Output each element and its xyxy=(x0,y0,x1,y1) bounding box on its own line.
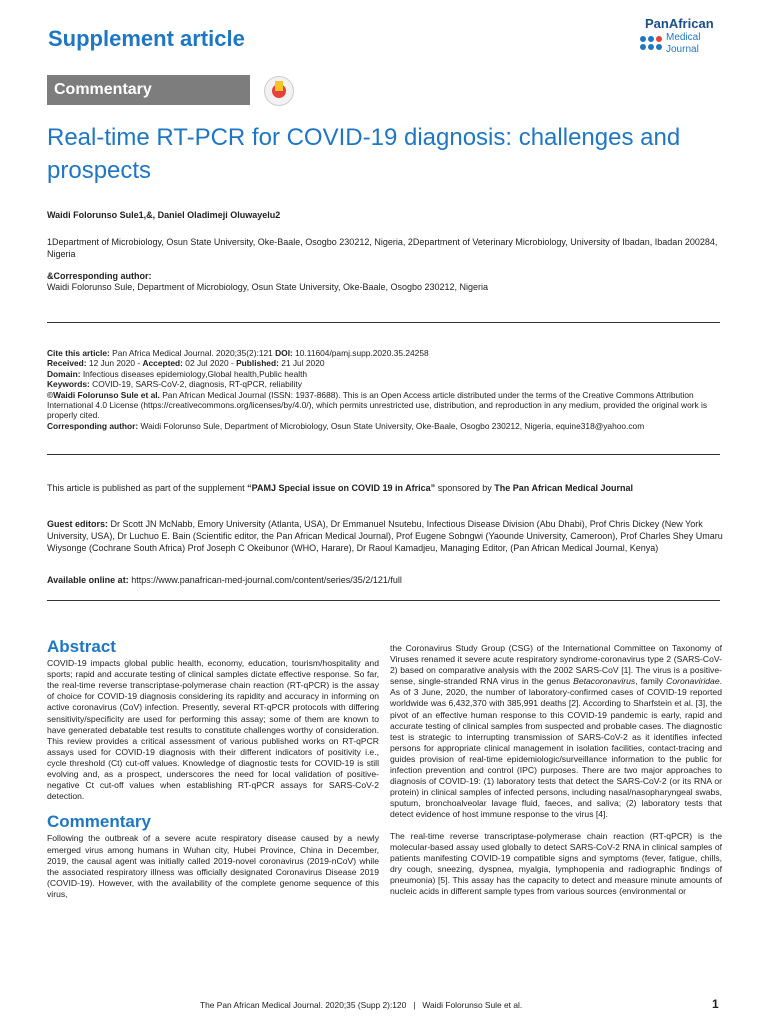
domain-text: Infectious diseases epidemiology,Global health,Public health xyxy=(82,368,308,379)
corresponding-author-label: &Corresponding author: xyxy=(47,271,152,281)
corr-text: Waidi Folorunso Sule, Department of Microbiology, Osun State University, Oke-Baale, Osogbo 230212, Nigeria, equine318@yahoo.com xyxy=(140,420,645,431)
article-metadata xyxy=(47,348,727,431)
section-label: Commentary xyxy=(47,75,250,105)
received-date: 12 Jun 2020 xyxy=(88,358,136,369)
right-p1-a: the Coronavirus Study Group (CSG) of the International Committee on Taxonomy of Viruses renamed it severe acute respiratory syndrome-coronavirus type 2 (SARS-CoV-2) based on comparative analysis with the 2002 SARS-CoV [1]. The virus is a positive-sense, single-stranded RNA virus in the genus xyxy=(390,643,722,687)
supplement-note-mid: sponsored by xyxy=(437,483,492,493)
cite-text: Pan Africa Medical Journal. 2020;35(2):121 xyxy=(112,348,273,358)
footer-author: Waidi Folorunso Sule et al. xyxy=(422,1000,523,1010)
supplement-note-pre: This article is published as part of the supplement xyxy=(47,483,245,493)
article-title: Real-time RT-PCR for COVID-19 diagnosis: challenges and prospects xyxy=(47,124,681,184)
crossmark-icon[interactable] xyxy=(264,76,294,106)
domain-line xyxy=(47,369,727,379)
supplement-sponsor: The Pan African Medical Journal xyxy=(494,483,633,493)
right-paragraph-2: The real-time reverse transcriptase-polymerase chain reaction (RT-qPCR) is the molecular-based assay used globally to detect SARS-CoV-2 RNA in clinical samples of patients manifesting COVID-19 compatible signs and symptoms (fever, fatigue, chills, dry cough, sneezing, dyspnea, myalgia, lymphopenia and radiographic findings of pneumonia) [5]. This assay has the capacity to detect and measure minute amounts of nucleic acids in different sample types from various sources (environmental or xyxy=(390,830,722,896)
available-online-label: Available online at: xyxy=(47,575,129,585)
corr-line xyxy=(47,421,727,431)
copyright-line xyxy=(47,390,727,421)
domain-label: Domain: xyxy=(47,368,81,379)
right-p1-c: . As of 3 June, 2020, the number of laboratory-confirmed cases of COVID-19 reported worldwide was 6,432,370 with 385,991 deaths [2]. According to Sharfstein et al. [3], the pivot of an effective human response to this COVID-19 pandemic is early, rapid and accurate testing of clinical samples from suspected and probable cases. The diagnostic test is strategic to interrupting transmission of SARS-CoV-2 as it identifies infected persons for appropriate clinical management in isolation facilities, contact-tracing and guides provision of real-time epidemiologic/surveillance information to the public for infection prevention and control (IPC) purposes. There are two major approaches to diagnosis of COVID-19: (1) laboratory tests that detect the SARS-CoV-2 (or its RNA or protein) in clinical samples of infected persons, including nasal/nasopharyngeal swabs, sputum, bronchoalveolar lavage fluid, faeces, and saliva; (2) laboratory tests that detect evidence of host immune response to the virus [4]. xyxy=(390,676,723,820)
doi-label: DOI: xyxy=(275,348,293,358)
cite-label: Cite this article: xyxy=(47,348,110,358)
crossmark-band xyxy=(275,81,283,91)
guest-editors-text: Dr Scott JN McNabb, Emory University (Atlanta, USA), Dr Emmanuel Nsutebu, Infectious Disease Division (Abu Dhabi), Prof Chris Dickey (New York University, USA), Dr Luchuo E. Bain (Scientific editor, the Pan African Medical Journal), Prof Eugene Sobngwi (Yaounde University, Cameroon), Prof Charles Shey Umaru Wiysonge (Cochrane South Africa) Prof Joseph C Okeibunor (WHO, Harare), Dr Raoul Kamadjeu, Managing Editor, (Pan African Medical Journal, Kenya) xyxy=(47,519,723,553)
supplement-note xyxy=(47,482,727,494)
copyright-text: Pan African Medical Journal (ISSN: 1937-8688). This is an Open Access article distributed under the terms of the Creative Commons Attribution International 4.0 License (https://creativecommons.org/licenses/by/4.0/), which permits unrestricted use, distribution, and reproduction in any medium, provided the original work is properly cited. xyxy=(47,389,708,421)
page-number: 1 xyxy=(712,997,719,1011)
affiliations: 1Department of Microbiology, Osun State University, Oke-Baale, Osogbo 230212, Nigeria, 2Department of Veterinary Microbiology, University of Ibadan, Ibadan 200284, Nigeria xyxy=(47,237,718,259)
copyright-label: ©Waidi Folorunso Sule et al. xyxy=(47,389,160,400)
journal-logo xyxy=(640,16,740,62)
left-column xyxy=(47,637,379,910)
footer-citation xyxy=(200,1000,522,1010)
divider-bottom xyxy=(47,600,720,601)
divider-top xyxy=(47,322,720,323)
abstract-heading: Abstract xyxy=(47,637,116,656)
logo-text-line2: Medical xyxy=(666,32,701,43)
published-label: Published: xyxy=(236,358,279,369)
available-online xyxy=(47,574,402,586)
guest-editors-label: Guest editors: xyxy=(47,519,109,529)
commentary-paragraph-1: Following the outbreak of a severe acute respiratory disease caused by a newly emerged virus among humans in Wuhan city, Hubei Province, China in December, 2019, the causal agent was initially called 2019-novel coronavirus (2019-nCoV) while the associated respiratory illness was officially designated Coronavirus Disease 2019 (COVID-19). However, with the availability of the complete genome sequence of this virus, xyxy=(47,833,379,899)
footer-journal: The Pan African Medical Journal. 2020;35 (Supp 2):120 xyxy=(200,1000,407,1010)
published-date: 21 Jul 2020 xyxy=(281,358,325,369)
family-name: Coronaviridae xyxy=(666,676,720,687)
guest-editors xyxy=(47,518,727,554)
doi-link[interactable]: 10.11604/pamj.supp.2020.35.24258 xyxy=(295,348,429,358)
abstract-text: COVID-19 impacts global public health, economy, education, tourism/hospitality and sports; rapid and accurate testing of clinical samples dictate effective response. So far, the real-time reverse transcriptase-polymerase chain reaction (RT-qPCR) is the assay of choice for COVID-19 diagnosis considering its rapidity and accuracy in informing on active coronavirus (CoV) infection. Presently, several RT-qPCR protocols with differing sensitivity/specificity are used for performing this assay; some of them are known to have generated debatable test results to constitute challenges worthy of consideration. This review provides a critical assessment of various published works on RT-qPCR assays used for COVID-19 diagnosis with their different indicators of positivity i.e., cycle threshold (Ct) cut-off values. Knowledge of diagnostic tests for COVID-19 is still evolving and, as a prospect, underscores the need for local validation of positive-negative Ct cut-off values when establishing RT-qPCR assays for SARS-CoV-2 detection. xyxy=(47,658,379,802)
cite-line xyxy=(47,348,727,358)
right-column xyxy=(390,643,722,907)
available-online-link[interactable]: https://www.panafrican-med-journal.com/content/series/35/2/121/full xyxy=(131,575,402,585)
right-p1-b: , family xyxy=(635,676,664,687)
logo-dots-icon xyxy=(640,28,662,50)
author-list: Waidi Folorunso Sule1,&, Daniel Oladimeji Oluwayelu2 xyxy=(47,210,281,220)
accepted-date: 02 Jul 2020 xyxy=(185,358,229,369)
accepted-label: Accepted: xyxy=(142,358,183,369)
right-paragraph-1 xyxy=(390,643,722,821)
logo-text-line3: Journal xyxy=(666,44,699,55)
dates-line: Received: 12 Jun 2020 - Accepted: 02 Jul 2020 - Published: 21 Jul 2020 xyxy=(47,358,325,369)
supplement-article-label: Supplement article xyxy=(48,26,245,51)
divider-mid xyxy=(47,454,720,455)
keywords-line xyxy=(47,379,727,389)
commentary-heading: Commentary xyxy=(47,812,151,832)
supplement-name: “PAMJ Special issue on COVID 19 in Africa” xyxy=(247,483,436,493)
received-label: Received: xyxy=(47,358,87,369)
keywords-label: Keywords: xyxy=(47,379,90,390)
genus-name: Betacoronavirus xyxy=(573,676,636,687)
corr-label: Corresponding author: xyxy=(47,420,139,431)
footer-separator: | xyxy=(413,1000,416,1010)
keywords-text: COVID-19, SARS-CoV-2, diagnosis, RT-qPCR, reliability xyxy=(92,379,302,390)
logo-text-line1: PanAfrican xyxy=(645,16,714,31)
corresponding-author-text: Waidi Folorunso Sule, Department of Microbiology, Osun State University, Oke-Baale, Osogbo 230212, Nigeria xyxy=(47,282,489,292)
